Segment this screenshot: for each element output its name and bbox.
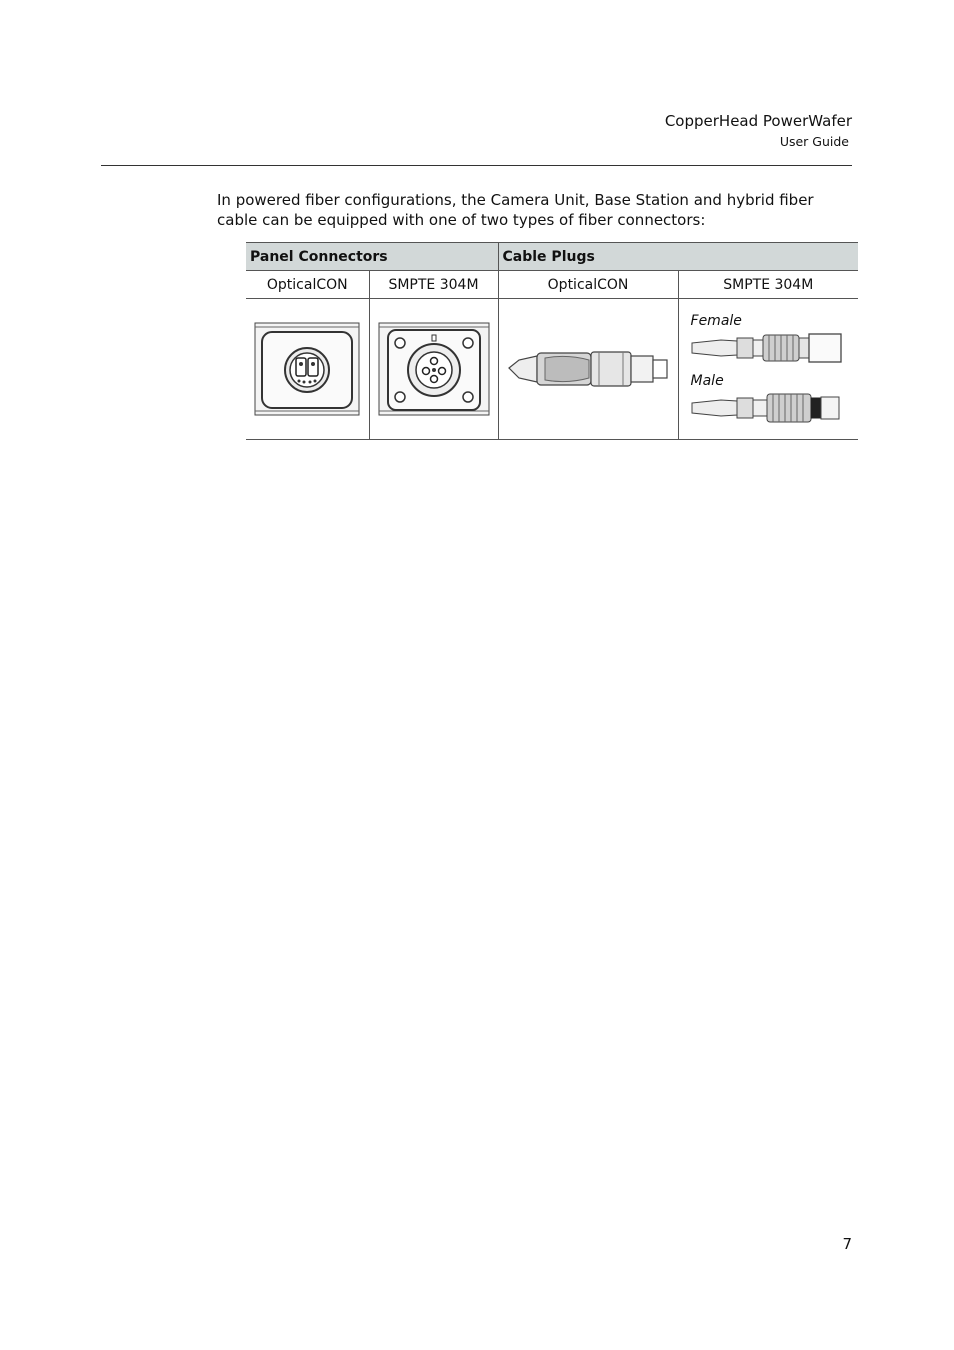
panel-opticalcon-label: OpticalCON xyxy=(246,271,369,299)
smpte-female-plug-image xyxy=(691,331,843,365)
page-number: 7 xyxy=(842,1235,852,1253)
plug-smpte-cell xyxy=(678,299,858,440)
intro-paragraph: In powered fiber configurations, the Camera Unit, Base Station and hybrid fiber cable can be equipped with one of two types of fiber connectors: xyxy=(217,191,814,229)
group-header-row xyxy=(246,243,858,271)
plug-smpte-label: SMPTE 304M xyxy=(678,271,858,299)
opticalcon-panel-connector-image xyxy=(254,321,360,417)
connector-table xyxy=(246,242,858,440)
panel-smpte-label: SMPTE 304M xyxy=(369,271,498,299)
header-divider xyxy=(101,165,852,166)
smpte-male-plug-image xyxy=(691,391,843,425)
female-plug-label: Female xyxy=(690,313,742,329)
panel-connectors-header: Panel Connectors xyxy=(246,243,498,271)
opticalcon-cable-plug-image xyxy=(507,344,669,394)
cable-plugs-header: Cable Plugs xyxy=(498,243,858,271)
document-subtitle: User Guide xyxy=(779,134,849,149)
panel-smpte-cell xyxy=(369,299,498,440)
plug-opticalcon-label: OpticalCON xyxy=(498,271,678,299)
plug-opticalcon-cell xyxy=(498,299,678,440)
sub-header-row xyxy=(246,271,858,299)
image-row xyxy=(246,299,858,440)
smpte-panel-connector-image xyxy=(378,321,490,417)
panel-opticalcon-cell xyxy=(246,299,369,440)
document-title: CopperHead PowerWafer xyxy=(664,112,852,130)
male-plug-label: Male xyxy=(690,373,724,389)
